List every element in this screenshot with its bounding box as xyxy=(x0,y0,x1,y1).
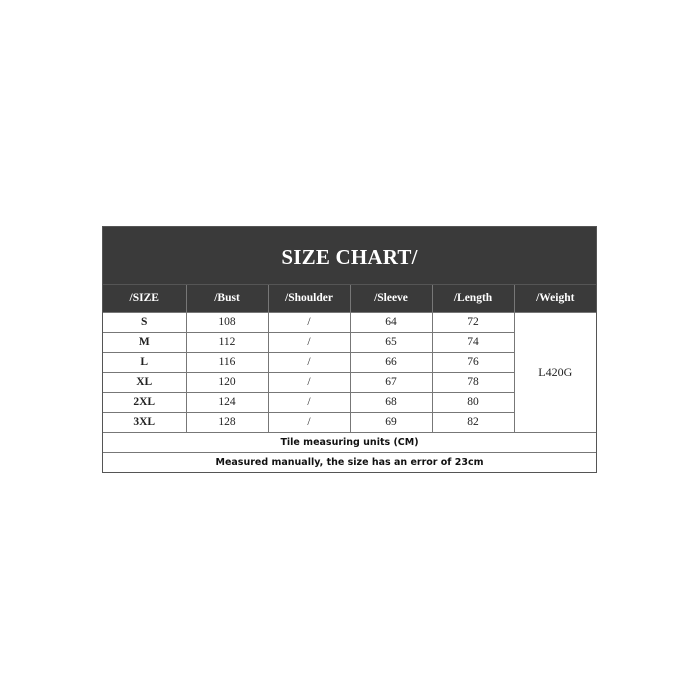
bust-cell: 112 xyxy=(186,332,268,352)
bust-cell: 116 xyxy=(186,352,268,372)
header-size: /SIZE xyxy=(103,285,186,312)
bust-cell: 124 xyxy=(186,392,268,412)
units-note-row xyxy=(103,432,596,452)
title-bar xyxy=(103,227,596,285)
length-cell: 80 xyxy=(432,392,514,412)
length-cell: 82 xyxy=(432,412,514,432)
size-cell: M xyxy=(103,332,186,352)
chart-title: SIZE CHART/ xyxy=(281,244,418,269)
shoulder-cell: / xyxy=(268,392,350,412)
shoulder-cell: / xyxy=(268,412,350,432)
bust-cell: 128 xyxy=(186,412,268,432)
table-row xyxy=(103,312,596,332)
weight-cell: L420G xyxy=(514,312,596,432)
header-weight: /Weight xyxy=(514,285,596,312)
size-cell: 3XL xyxy=(103,412,186,432)
length-cell: 72 xyxy=(432,312,514,332)
table-header-row xyxy=(103,285,596,312)
shoulder-cell: / xyxy=(268,332,350,352)
error-note: Measured manually, the size has an error of 23cm xyxy=(103,452,596,472)
size-cell: XL xyxy=(103,372,186,392)
length-cell: 76 xyxy=(432,352,514,372)
length-cell: 74 xyxy=(432,332,514,352)
bust-cell: 120 xyxy=(186,372,268,392)
bust-cell: 108 xyxy=(186,312,268,332)
size-cell: S xyxy=(103,312,186,332)
sleeve-cell: 68 xyxy=(350,392,432,412)
header-shoulder: /Shoulder xyxy=(268,285,350,312)
sleeve-cell: 66 xyxy=(350,352,432,372)
size-chart xyxy=(102,226,597,473)
size-table xyxy=(103,285,596,472)
sleeve-cell: 67 xyxy=(350,372,432,392)
size-cell: L xyxy=(103,352,186,372)
shoulder-cell: / xyxy=(268,312,350,332)
shoulder-cell: / xyxy=(268,352,350,372)
header-sleeve: /Sleeve xyxy=(350,285,432,312)
size-cell: 2XL xyxy=(103,392,186,412)
shoulder-cell: / xyxy=(268,372,350,392)
units-note: Tile measuring units (CM) xyxy=(103,432,596,452)
header-length: /Length xyxy=(432,285,514,312)
header-bust: /Bust xyxy=(186,285,268,312)
length-cell: 78 xyxy=(432,372,514,392)
sleeve-cell: 64 xyxy=(350,312,432,332)
sleeve-cell: 69 xyxy=(350,412,432,432)
sleeve-cell: 65 xyxy=(350,332,432,352)
error-note-row xyxy=(103,452,596,472)
